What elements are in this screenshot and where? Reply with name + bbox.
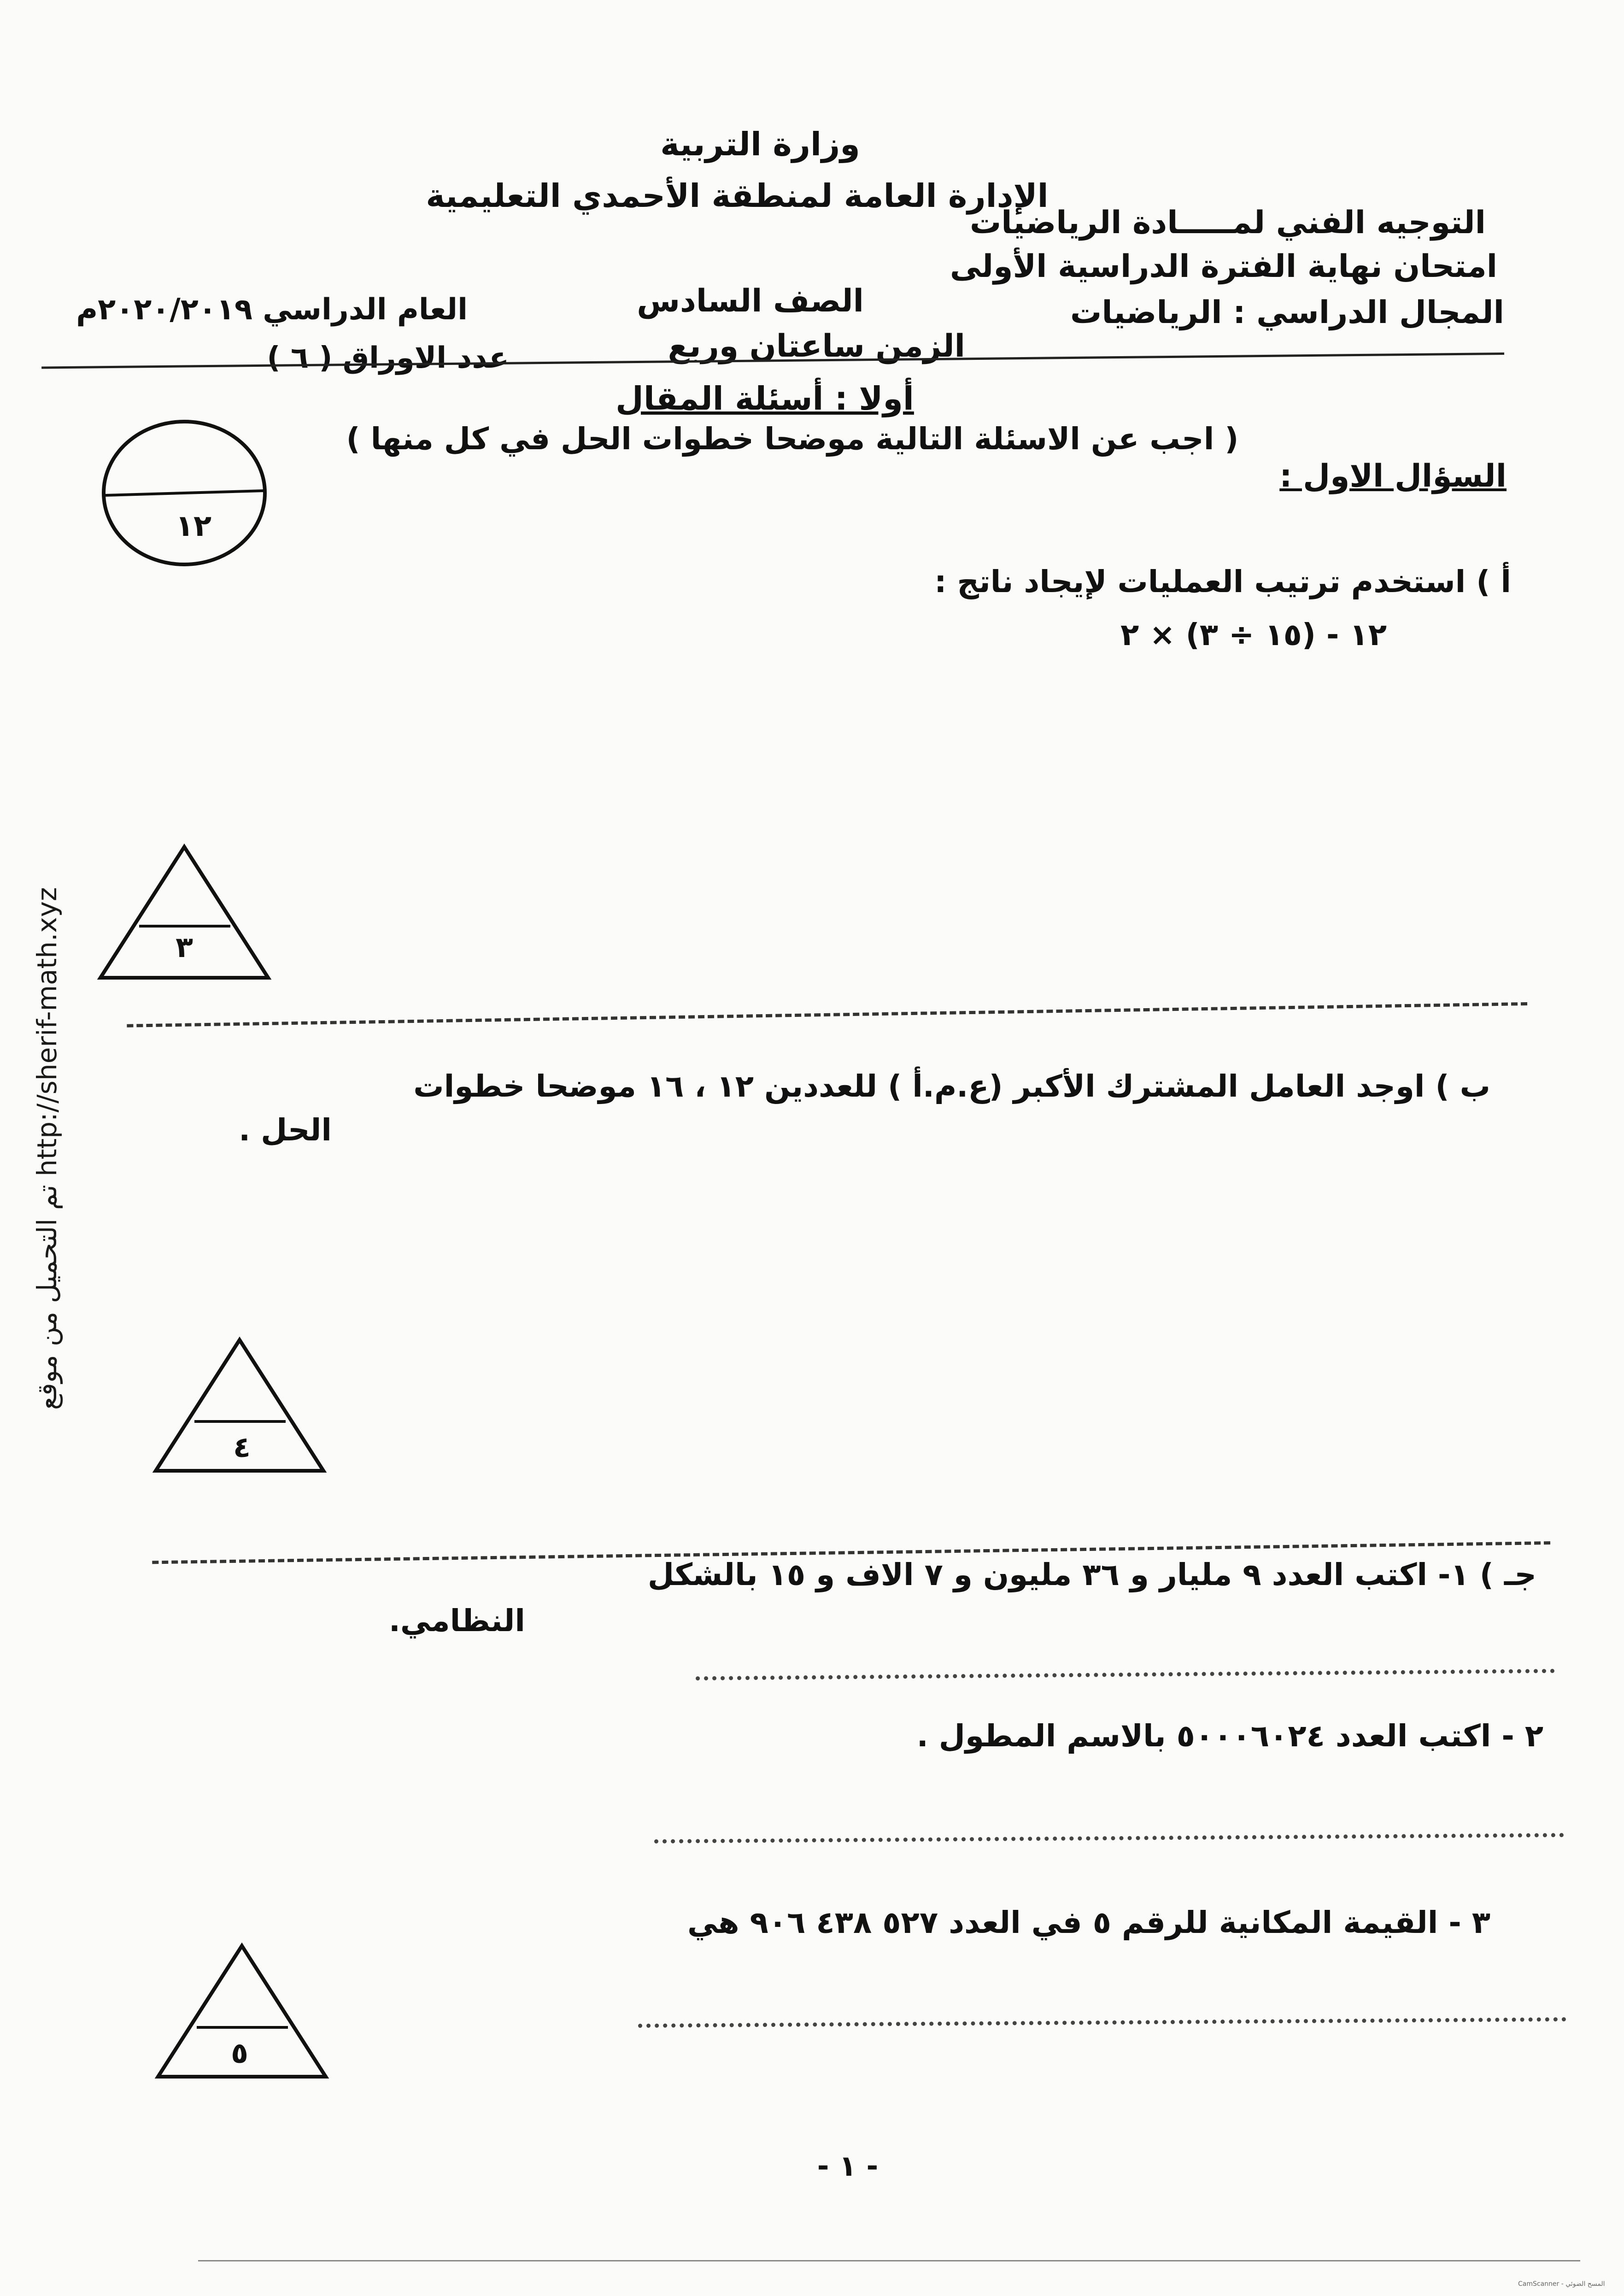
side-watermark: تم التحميل من موقع http://sherif-math.xyz [31, 887, 63, 1410]
question1-label: السؤال الاول : [1279, 458, 1507, 494]
part-b-prompt-line1: ب ) اوجد العامل المشترك الأكبر (ع.م.أ ) للعددين ١٢ ، ١٦ موضحا خطوات [413, 1069, 1490, 1104]
pages-count: عدد الاوراق ( ٦ ) [267, 341, 509, 375]
part-c-item2: ٢ - اكتب العدد ٥٠٠٠٦٠٢٤ بالاسم المطول . [916, 1718, 1543, 1754]
exam-title: امتحان نهاية الفترة الدراسية الأولى [950, 248, 1497, 285]
footer-stamp: CamScanner - المسح الضوئي [1518, 2280, 1605, 2288]
part-a-prompt: أ ) استخدم ترتيب العمليات لإيجاد ناتج : [934, 564, 1511, 599]
part-c-item1-line1: جـ ) ١- اكتب العدد ٩ مليار و ٣٦ مليون و ٧ الاف و ١٥ بالشكل [647, 1557, 1536, 1592]
part-b-score: ٤ [233, 1430, 251, 1464]
part-a-score: ٣ [176, 930, 193, 964]
total-score-circle [99, 417, 270, 569]
part-a-expression: ١٢ - (١٥ ÷ ٣) × ٢ [1120, 617, 1387, 652]
divider-a [127, 1002, 1527, 1028]
part-c-item1-line2: النظامي. [388, 1603, 525, 1638]
grade-label: الصف السادس [637, 283, 864, 319]
section-instruction: ( اجب عن الاسئلة التالية موضحا خطوات الحل في كل منها ) [346, 421, 1239, 457]
answer-line-2 [654, 1833, 1564, 1844]
part-b-prompt-line2: الحل . [239, 1112, 332, 1148]
ministry-title: وزارة التربية [660, 125, 860, 163]
study-field: المجال الدراسي : الرياضيات [1070, 294, 1504, 331]
answer-line-1 [696, 1669, 1555, 1680]
supervision-line: التوجيه الفني لمـــــادة الرياضيات [969, 205, 1486, 241]
page-number: - ١ - [817, 2149, 879, 2183]
total-score-value: ١٢ [175, 509, 212, 543]
footer-line [198, 2260, 1580, 2261]
exam-time: الزمن ساعتان وربع [668, 328, 965, 364]
part-c-item3: ٣ - القيمة المكانية للرقم ٥ في العدد ٥٢٧ ٤٣٨ ٩٠٦ هي [687, 1905, 1490, 1940]
answer-line-3 [638, 2017, 1566, 2028]
directorate-title: الإدارة العامة لمنطقة الأحمدي التعليمية [426, 177, 1049, 215]
part-c-score: ٥ [231, 2036, 248, 2070]
section-title: أولا : أسئلة المقال [616, 380, 914, 417]
academic-year: العام الدراسي ٢٠٢٠/٢٠١٩م [76, 293, 468, 327]
